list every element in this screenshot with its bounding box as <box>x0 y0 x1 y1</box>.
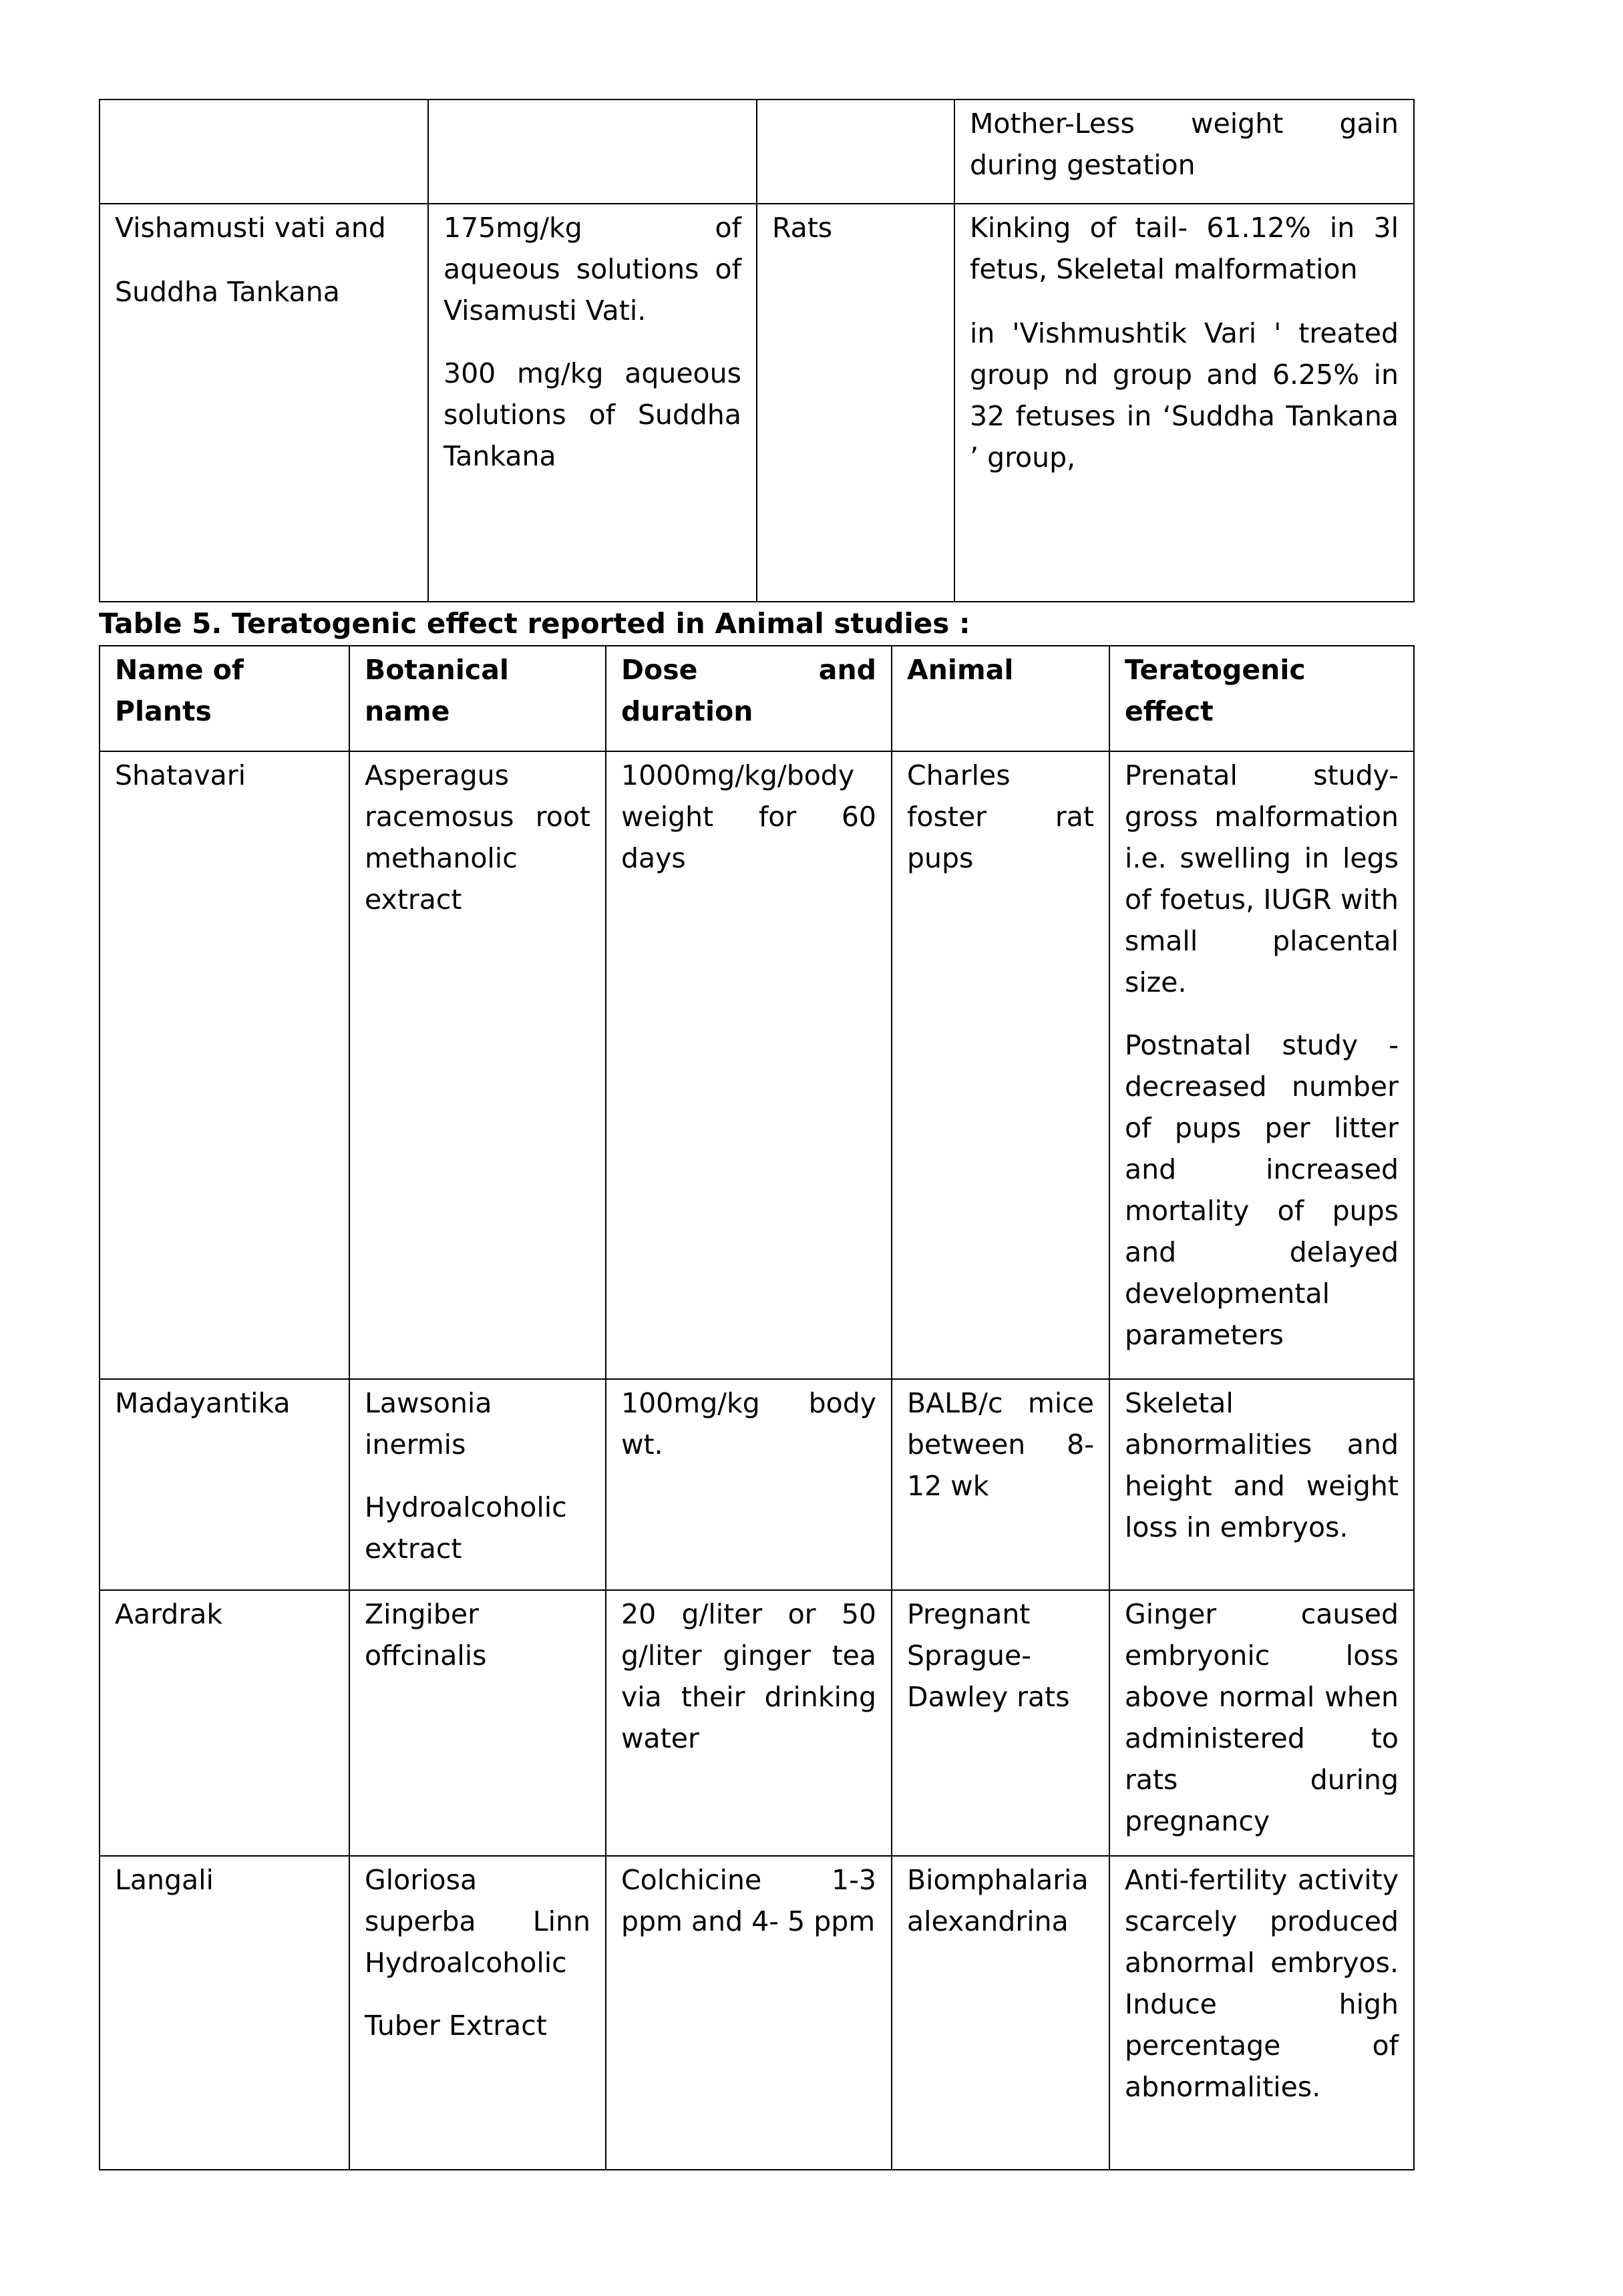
botanical-cell <box>349 1856 606 2170</box>
plant-cell <box>100 751 349 1379</box>
cell-text: Gloriosa superba Linn Hydroalcoholic <box>365 1864 590 1979</box>
plant-cell <box>100 1590 349 1856</box>
cell-text: Aardrak <box>115 1598 223 1630</box>
cell-text: Ginger caused embryonic loss above normal when administered to rats during pregnancy <box>1125 1598 1399 1837</box>
cell-text: Lawsonia inermis <box>365 1387 492 1461</box>
cell-text: 20 g/liter or 50 g/liter ginger tea via their drinking water <box>621 1598 876 1754</box>
animal-cell <box>757 100 954 204</box>
cell-text: Rats <box>772 212 833 244</box>
cell-text: Suddha Tankana <box>115 276 340 308</box>
table-row <box>100 1590 1414 1856</box>
plant-cell <box>100 1379 349 1590</box>
animal-cell <box>892 1379 1109 1590</box>
animal-cell <box>892 751 1109 1379</box>
botanical-cell <box>349 1590 606 1856</box>
header-animal: Animal <box>892 646 1109 751</box>
cell-text: Asperagus racemosus root methanolic extract <box>365 759 590 916</box>
effect-cell <box>1109 1856 1414 2170</box>
cell-text: 300 mg/kg aqueous solutions of Suddha Tankana <box>443 357 741 472</box>
effect-cell <box>954 100 1414 204</box>
plant-cell <box>100 1856 349 2170</box>
plant-cell <box>100 100 428 204</box>
cell-text: 175mg/kg of aqueous solutions of Visamusti Vati. <box>443 212 741 327</box>
cell-text: Anti-fertility activity scarcely produced abnormal embryos. Induce high percentage of abnormalities. <box>1125 1864 1399 2103</box>
cell-text: Pregnant Sprague-Dawley rats <box>907 1598 1070 1713</box>
dose-cell <box>606 1856 892 2170</box>
dose-cell <box>606 1590 892 1856</box>
table-row <box>100 100 1414 204</box>
cell-text: Colchicine 1-3 ppm and 4- 5 ppm <box>621 1864 876 1937</box>
cell-text: Skeletal abnormalities and height and weight loss in embryos. <box>1125 1387 1399 1543</box>
header-teratogenic-effect: Teratogenic effect <box>1109 646 1414 751</box>
botanical-cell <box>349 1379 606 1590</box>
cell-text: in 'Vishmushtik Vari ' treated group nd group and 6.25% in 32 fetuses in ‘Suddha Tankana ’ group, <box>970 317 1399 473</box>
cell-text: Langali <box>115 1864 214 1896</box>
botanical-cell <box>349 751 606 1379</box>
cell-text: Zingiber offcinalis <box>365 1598 487 1672</box>
effect-cell <box>1109 1590 1414 1856</box>
dose-cell <box>606 751 892 1379</box>
cell-text: Shatavari <box>115 759 246 791</box>
animal-cell <box>892 1856 1109 2170</box>
header-name-of-plants: Name of Plants <box>100 646 349 751</box>
cell-text: Biomphalaria alexandrina <box>907 1864 1089 1937</box>
table-row <box>100 1856 1414 2170</box>
cell-text: 100mg/kg body wt. <box>621 1387 876 1461</box>
cell-text: Madayantika <box>115 1387 291 1419</box>
table-row <box>100 751 1414 1379</box>
dose-cell <box>428 204 757 602</box>
plant-cell <box>100 204 428 602</box>
cell-text: 1000mg/kg/body weight for 60 days <box>621 759 876 874</box>
header-dose-and-duration: Dose and duration <box>606 646 892 751</box>
effect-cell <box>1109 1379 1414 1590</box>
cell-text: Hydroalcoholic extract <box>365 1491 567 1565</box>
cell-text: Tuber Extract <box>365 2010 547 2042</box>
cell-text: BALB/c mice between 8-12 wk <box>907 1387 1094 1502</box>
table-row <box>100 204 1414 602</box>
cell-text: Mother-Less weight gain during gestation <box>970 108 1399 181</box>
cell-text: Vishamusti vati and <box>115 212 386 244</box>
effect-cell <box>1109 751 1414 1379</box>
table-header-row <box>100 646 1414 751</box>
animal-cell <box>892 1590 1109 1856</box>
continued-table <box>99 99 1415 602</box>
effect-cell <box>954 204 1414 602</box>
animal-cell <box>757 204 954 602</box>
table-row <box>100 1379 1414 1590</box>
cell-text: Postnatal study - decreased number of pups per litter and increased mortality of pups and delayed developmental parameters <box>1125 1029 1399 1351</box>
table-caption: Table 5. Teratogenic effect reported in Animal studies : <box>99 607 970 640</box>
cell-text: Charles foster rat pups <box>907 759 1094 874</box>
cell-text: Kinking of tail- 61.12% in 3l fetus, Skeletal malformation <box>970 212 1399 285</box>
dose-cell <box>428 100 757 204</box>
cell-text: Prenatal study- gross malformation i.e. swelling in legs of foetus, IUGR with small placental size. <box>1125 759 1399 998</box>
dose-cell <box>606 1379 892 1590</box>
header-botanical-name: Botanical name <box>349 646 606 751</box>
teratogenic-effect-table <box>99 645 1415 2170</box>
